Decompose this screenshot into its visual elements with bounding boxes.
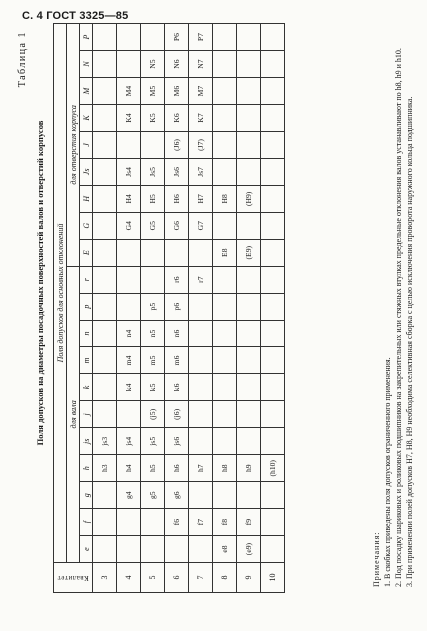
table-cell: js5 bbox=[141, 428, 165, 455]
table-cell bbox=[117, 266, 141, 293]
table-cell bbox=[261, 266, 285, 293]
table-cell: (H9) bbox=[237, 185, 261, 212]
shaft-group-header: для вала bbox=[67, 266, 80, 562]
table-cell bbox=[93, 131, 117, 158]
table-cell bbox=[189, 239, 213, 266]
table-cell: M7 bbox=[189, 78, 213, 105]
table-cell bbox=[261, 158, 285, 185]
table-cell: p5 bbox=[141, 293, 165, 320]
table-cell: js6 bbox=[165, 428, 189, 455]
table-cell bbox=[93, 374, 117, 401]
table-label: Таблица 1 bbox=[17, 31, 28, 88]
table-cell bbox=[93, 482, 117, 509]
table-cell: h3 bbox=[93, 455, 117, 482]
table-cell bbox=[141, 24, 165, 51]
table-cell bbox=[189, 428, 213, 455]
table-cell bbox=[237, 482, 261, 509]
table-cell: g5 bbox=[141, 482, 165, 509]
table-cell: M6 bbox=[165, 78, 189, 105]
table-cell bbox=[93, 105, 117, 132]
table-cell bbox=[117, 51, 141, 78]
table-cell: n4 bbox=[117, 320, 141, 347]
table-cell: (j5) bbox=[141, 401, 165, 428]
table-cell bbox=[93, 266, 117, 293]
table-cell: h4 bbox=[117, 455, 141, 482]
table-cell bbox=[261, 78, 285, 105]
column-header: N bbox=[80, 51, 93, 78]
table-cell: (J7) bbox=[189, 131, 213, 158]
table-cell: e8 bbox=[213, 536, 237, 563]
table-cell bbox=[93, 536, 117, 563]
table-cell: H6 bbox=[165, 185, 189, 212]
table-row bbox=[237, 24, 261, 593]
table-cell bbox=[93, 158, 117, 185]
table-cell bbox=[213, 212, 237, 239]
table-cell: (J6) bbox=[165, 131, 189, 158]
table-cell bbox=[237, 158, 261, 185]
note-item: 2. Под посадку шариковых и роликовых подшипников на закрепительных или стяжных втулках предельные отклонения валов устанавливают по h8, h9 и h10. bbox=[394, 48, 403, 587]
table-cell bbox=[261, 24, 285, 51]
column-header: f bbox=[80, 509, 93, 536]
table-cell bbox=[93, 320, 117, 347]
table-cell bbox=[93, 78, 117, 105]
column-header: k bbox=[80, 374, 93, 401]
column-header: E bbox=[80, 239, 93, 266]
table-cell bbox=[93, 185, 117, 212]
table-cell: P6 bbox=[165, 24, 189, 51]
table-row bbox=[165, 24, 189, 593]
table-cell bbox=[261, 320, 285, 347]
table-row bbox=[93, 24, 117, 593]
table-cell bbox=[93, 212, 117, 239]
column-header: j bbox=[80, 401, 93, 428]
table-cell bbox=[261, 105, 285, 132]
table-cell: H4 bbox=[117, 185, 141, 212]
table-cell bbox=[213, 482, 237, 509]
column-header: H bbox=[80, 185, 93, 212]
table-cell bbox=[117, 509, 141, 536]
table-cell bbox=[213, 78, 237, 105]
column-header: P bbox=[80, 24, 93, 51]
table-cell bbox=[261, 51, 285, 78]
quality-cell: 6 bbox=[165, 563, 189, 593]
tolerance-table bbox=[53, 23, 285, 593]
quality-cell: 7 bbox=[189, 563, 213, 593]
quality-cell: 3 bbox=[93, 563, 117, 593]
column-header: h bbox=[80, 455, 93, 482]
column-header: js bbox=[80, 428, 93, 455]
table-cell bbox=[237, 212, 261, 239]
note-item: 3. При применении полей допусков H7, H8, H9 необходима селективная сборка с целью исключения проворота наружного кольца подшипника. bbox=[405, 96, 414, 587]
table-cell: K5 bbox=[141, 105, 165, 132]
table-cell bbox=[237, 51, 261, 78]
table-cell bbox=[141, 239, 165, 266]
table-cell bbox=[93, 347, 117, 374]
column-header: J bbox=[80, 131, 93, 158]
table-cell bbox=[189, 347, 213, 374]
table-cell bbox=[141, 509, 165, 536]
table-cell: g4 bbox=[117, 482, 141, 509]
table-cell: h9 bbox=[237, 455, 261, 482]
table-cell bbox=[237, 320, 261, 347]
table-cell bbox=[237, 428, 261, 455]
table-cell bbox=[237, 131, 261, 158]
column-header: n bbox=[80, 320, 93, 347]
table-cell bbox=[213, 266, 237, 293]
hole-group-header: для отверстия корпуса bbox=[67, 24, 80, 267]
table-cell bbox=[141, 131, 165, 158]
table-cell bbox=[117, 24, 141, 51]
table-cell bbox=[261, 347, 285, 374]
page-header: С. 4 ГОСТ 3325—85 bbox=[22, 10, 129, 22]
table-cell: K7 bbox=[189, 105, 213, 132]
table-cell: h7 bbox=[189, 455, 213, 482]
table-cell: (e9) bbox=[237, 536, 261, 563]
table-cell: G7 bbox=[189, 212, 213, 239]
table-cell bbox=[237, 347, 261, 374]
table-cell bbox=[117, 536, 141, 563]
basic-deviation-header: Поля допусков для основных отклонений bbox=[54, 24, 67, 563]
column-header: p bbox=[80, 293, 93, 320]
table-row bbox=[117, 24, 141, 593]
table-cell: m5 bbox=[141, 347, 165, 374]
table-cell bbox=[141, 536, 165, 563]
notes-block bbox=[371, 27, 415, 587]
note-item: 1. В скобках приведены поля допусков ограниченного применения. bbox=[383, 357, 392, 587]
column-header: Js bbox=[80, 158, 93, 185]
table-cell bbox=[261, 509, 285, 536]
table-cell: N6 bbox=[165, 51, 189, 78]
table-cell: k6 bbox=[165, 374, 189, 401]
table-row bbox=[261, 24, 285, 593]
table-cell bbox=[237, 266, 261, 293]
table-cell bbox=[213, 320, 237, 347]
table-cell bbox=[261, 131, 285, 158]
table-cell bbox=[237, 401, 261, 428]
table-cell: H8 bbox=[213, 185, 237, 212]
table-cell bbox=[189, 374, 213, 401]
column-header: g bbox=[80, 482, 93, 509]
table-cell: n5 bbox=[141, 320, 165, 347]
table-cell bbox=[237, 374, 261, 401]
table-cell: f7 bbox=[189, 509, 213, 536]
table-cell bbox=[93, 24, 117, 51]
table-cell: Js5 bbox=[141, 158, 165, 185]
table-cell bbox=[213, 24, 237, 51]
table-cell: K4 bbox=[117, 105, 141, 132]
table-cell: (j6) bbox=[165, 401, 189, 428]
column-header: M bbox=[80, 78, 93, 105]
table-row bbox=[213, 24, 237, 593]
quality-header: Квалитет bbox=[54, 563, 93, 593]
table-cell: H7 bbox=[189, 185, 213, 212]
column-header: G bbox=[80, 212, 93, 239]
table-cell bbox=[93, 239, 117, 266]
table-cell bbox=[261, 185, 285, 212]
table-cell: r7 bbox=[189, 266, 213, 293]
table-cell bbox=[261, 536, 285, 563]
table-cell: r6 bbox=[165, 266, 189, 293]
table-cell bbox=[141, 266, 165, 293]
table-cell: E8 bbox=[213, 239, 237, 266]
table-cell bbox=[189, 320, 213, 347]
table-cell: (h10) bbox=[261, 455, 285, 482]
table-row bbox=[141, 24, 165, 593]
table-cell bbox=[213, 51, 237, 78]
rotated-table-block bbox=[15, 23, 427, 593]
table-cell bbox=[261, 482, 285, 509]
table-cell: N5 bbox=[141, 51, 165, 78]
table-cell bbox=[213, 428, 237, 455]
column-header: K bbox=[80, 105, 93, 132]
column-header: r bbox=[80, 266, 93, 293]
table-cell: G4 bbox=[117, 212, 141, 239]
table-cell: (E9) bbox=[237, 239, 261, 266]
table-cell: m6 bbox=[165, 347, 189, 374]
table-cell: js3 bbox=[93, 428, 117, 455]
table-cell bbox=[117, 239, 141, 266]
table-cell: G5 bbox=[141, 212, 165, 239]
table-cell: Js7 bbox=[189, 158, 213, 185]
table-cell: n6 bbox=[165, 320, 189, 347]
quality-cell: 4 bbox=[117, 563, 141, 593]
table-cell: G6 bbox=[165, 212, 189, 239]
table-cell: N7 bbox=[189, 51, 213, 78]
column-header: e bbox=[80, 536, 93, 563]
quality-cell: 8 bbox=[213, 563, 237, 593]
table-cell bbox=[93, 401, 117, 428]
table-cell bbox=[213, 347, 237, 374]
table-cell: h8 bbox=[213, 455, 237, 482]
table-cell bbox=[237, 105, 261, 132]
table-cell: M4 bbox=[117, 78, 141, 105]
table-cell: g6 bbox=[165, 482, 189, 509]
table-cell: f9 bbox=[237, 509, 261, 536]
notes-title: Примечания: bbox=[372, 531, 381, 587]
table-cell: H5 bbox=[141, 185, 165, 212]
table-cell bbox=[189, 293, 213, 320]
table-cell bbox=[261, 212, 285, 239]
table-cell: k4 bbox=[117, 374, 141, 401]
table-cell bbox=[237, 78, 261, 105]
table-cell bbox=[117, 131, 141, 158]
table-cell: js4 bbox=[117, 428, 141, 455]
table-cell bbox=[93, 293, 117, 320]
table-cell: m4 bbox=[117, 347, 141, 374]
table-cell: P7 bbox=[189, 24, 213, 51]
table-cell: h5 bbox=[141, 455, 165, 482]
table-cell bbox=[213, 374, 237, 401]
table-cell: Js4 bbox=[117, 158, 141, 185]
table-cell: f8 bbox=[213, 509, 237, 536]
table-cell bbox=[213, 158, 237, 185]
table-cell: h6 bbox=[165, 455, 189, 482]
table-cell bbox=[261, 401, 285, 428]
table-cell bbox=[93, 51, 117, 78]
table-cell bbox=[213, 131, 237, 158]
table-cell bbox=[261, 428, 285, 455]
table-cell bbox=[189, 482, 213, 509]
table-cell bbox=[261, 374, 285, 401]
quality-cell: 5 bbox=[141, 563, 165, 593]
table-cell bbox=[165, 536, 189, 563]
table-cell: M5 bbox=[141, 78, 165, 105]
column-header: m bbox=[80, 347, 93, 374]
table-cell bbox=[237, 24, 261, 51]
table-cell: k5 bbox=[141, 374, 165, 401]
table-cell bbox=[213, 401, 237, 428]
table-cell bbox=[93, 509, 117, 536]
table-cell bbox=[261, 293, 285, 320]
table-cell: Js6 bbox=[165, 158, 189, 185]
quality-cell: 10 bbox=[261, 563, 285, 593]
table-cell: p6 bbox=[165, 293, 189, 320]
table-caption: Поля допусков на диаметры посадочных поверхностей валов и отверстий корпусов bbox=[35, 120, 45, 446]
table-cell bbox=[189, 401, 213, 428]
table-cell: K6 bbox=[165, 105, 189, 132]
table-cell bbox=[189, 536, 213, 563]
table-cell bbox=[117, 401, 141, 428]
table-row bbox=[189, 24, 213, 593]
table-cell bbox=[117, 293, 141, 320]
table-cell bbox=[213, 105, 237, 132]
quality-cell: 9 bbox=[237, 563, 261, 593]
table-cell: f6 bbox=[165, 509, 189, 536]
table-cell bbox=[165, 239, 189, 266]
table-cell bbox=[237, 293, 261, 320]
table-cell bbox=[213, 293, 237, 320]
table-cell bbox=[261, 239, 285, 266]
